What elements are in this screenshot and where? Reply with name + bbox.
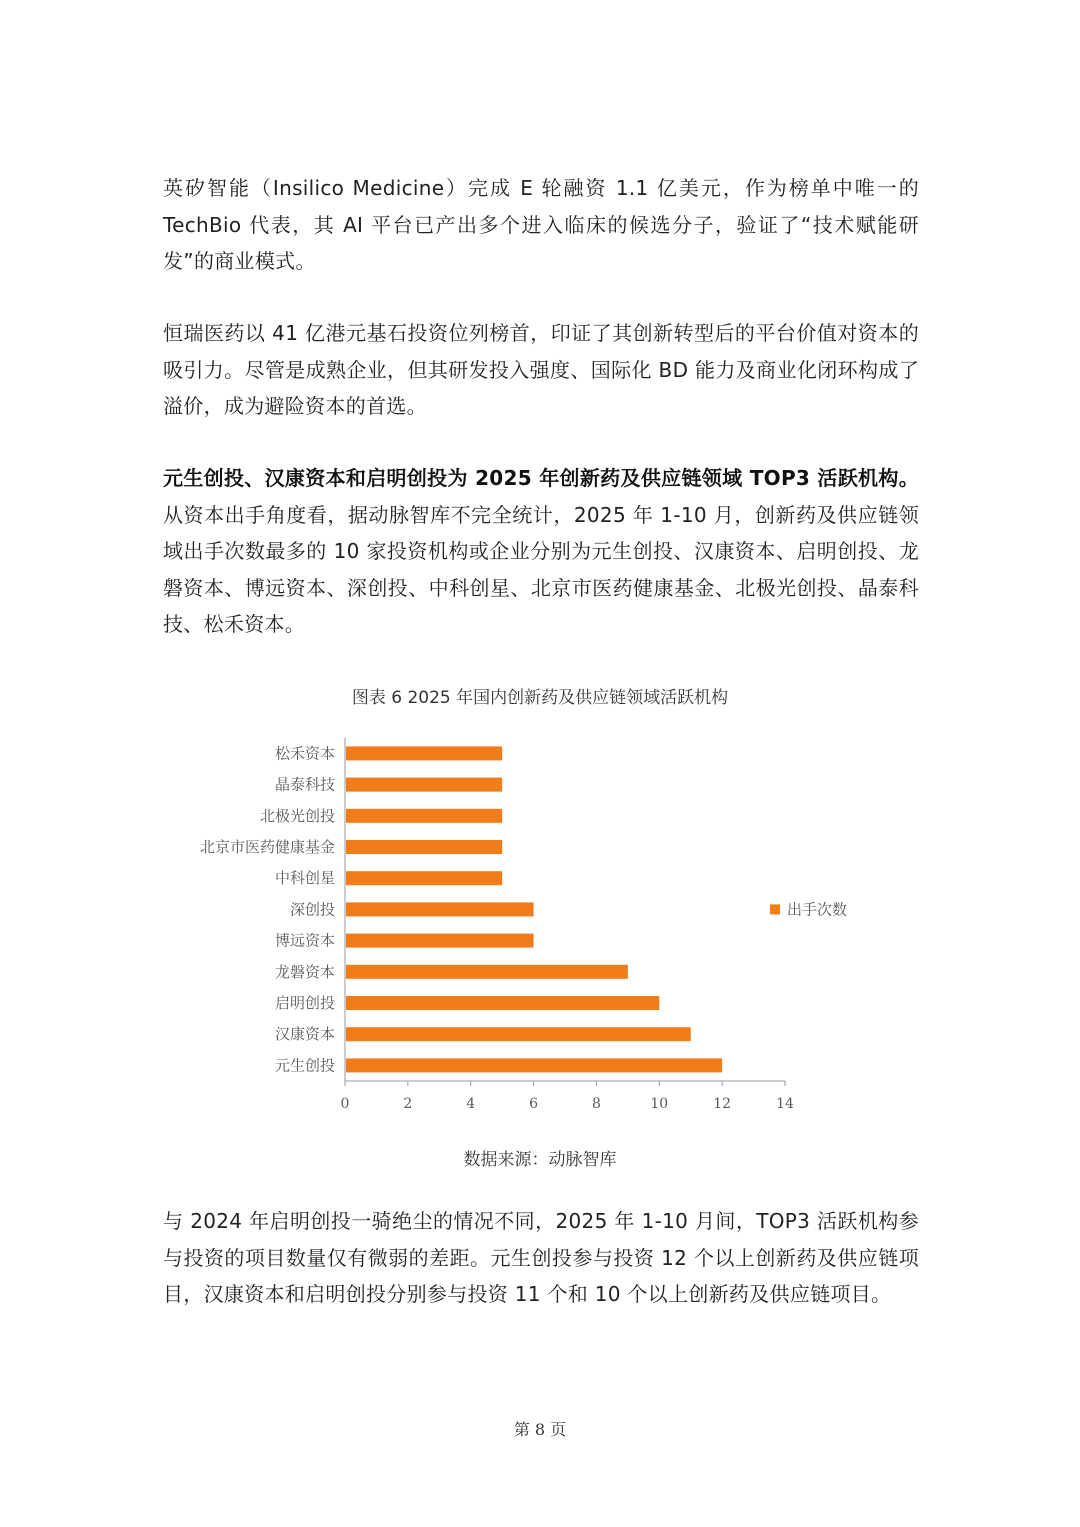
bar: [346, 965, 628, 979]
category-label: 博远资本: [274, 931, 335, 950]
x-tick-label: 10: [650, 1096, 669, 1112]
x-tick-label: 4: [466, 1096, 476, 1112]
category-label: 龙磐资本: [274, 962, 335, 981]
bar: [346, 996, 659, 1010]
paragraph-comparison: 与 2024 年启明创投一骑绝尘的情况不同，2025 年 1-10 月间，TOP3 活跃机构参与投资的项目数量仅有微弱的差距。元生创投参与投资 12 个以上创新药及供应链项目，汉康资本和启明创投分别参与投资 11 个和 10 个以上创新药及供应链项目。: [163, 1209, 919, 1306]
category-label: 晶泰科技: [274, 775, 335, 794]
category-label: 启明创投: [274, 994, 335, 1012]
x-tick-label: 14: [776, 1096, 794, 1112]
page-number: 第 8 页: [513, 1420, 567, 1439]
bar: [346, 871, 502, 885]
x-tick-label: 6: [529, 1096, 539, 1112]
chart-title: 图表 6 2025 年国内创新药及供应链领域活跃机构: [351, 688, 729, 708]
legend-label: 出手次数: [787, 900, 848, 919]
category-label: 北极光创投: [259, 806, 335, 825]
category-label: 元生创投: [274, 1056, 335, 1075]
bar: [346, 840, 502, 854]
legend-swatch: [770, 904, 780, 914]
x-tick-label: 8: [591, 1096, 601, 1112]
x-tick-label: 12: [713, 1096, 732, 1112]
bar: [346, 746, 502, 760]
category-label: 深创投: [289, 900, 335, 919]
bar-chart: [0, 730, 1080, 1130]
paragraph-hengrui: 恒瑞医药以 41 亿港元基石投资位列榜首，印证了其创新转型后的平台价值对资本的吸引力。尽管是成熟企业，但其研发投入强度、国际化 BD 能力及商业化闭环构成了溢价，成为避险资本的首选。: [163, 321, 919, 418]
category-label: 松禾资本: [274, 744, 335, 763]
category-label: 汉康资本: [274, 1025, 335, 1044]
paragraph-top3-rest: 从资本出手角度看，据动脉智库不完全统计，2025 年 1-10 月，创新药及供应链领域出手次数最多的 10 家投资机构或企业分别为元生创投、汉康资本、启明创投、龙磐资本、博远资本、深创投、中科创星、北京市医药健康基金、北极光创投、晶泰科技、松禾资本。: [163, 502, 919, 636]
paragraph-insilico: 英矽智能（Insilico Medicine）完成 E 轮融资 1.1 亿美元，作为榜单中唯一的TechBio 代表，其 AI 平台已产出多个进入临床的候选分子，验证了“技术赋能研发”的商业模式。: [163, 176, 919, 273]
bar: [346, 1058, 722, 1072]
bar: [346, 1027, 691, 1041]
bar: [346, 902, 534, 916]
bar: [346, 934, 534, 948]
category-label: 中科创星: [274, 869, 335, 888]
paragraph-top3: [163, 460, 919, 643]
x-tick-label: 2: [403, 1096, 413, 1112]
chart-source: 数据来源：动脉智库: [463, 1150, 617, 1170]
category-label: 北京市医药健康基金: [199, 838, 335, 856]
bar: [346, 778, 502, 792]
x-tick-label: 0: [340, 1096, 350, 1112]
paragraph-top3-bold: 元生创投、汉康资本和启明创投为 2025 年创新药及供应链领域 TOP3 活跃机构。: [163, 466, 919, 490]
bar: [346, 809, 502, 823]
